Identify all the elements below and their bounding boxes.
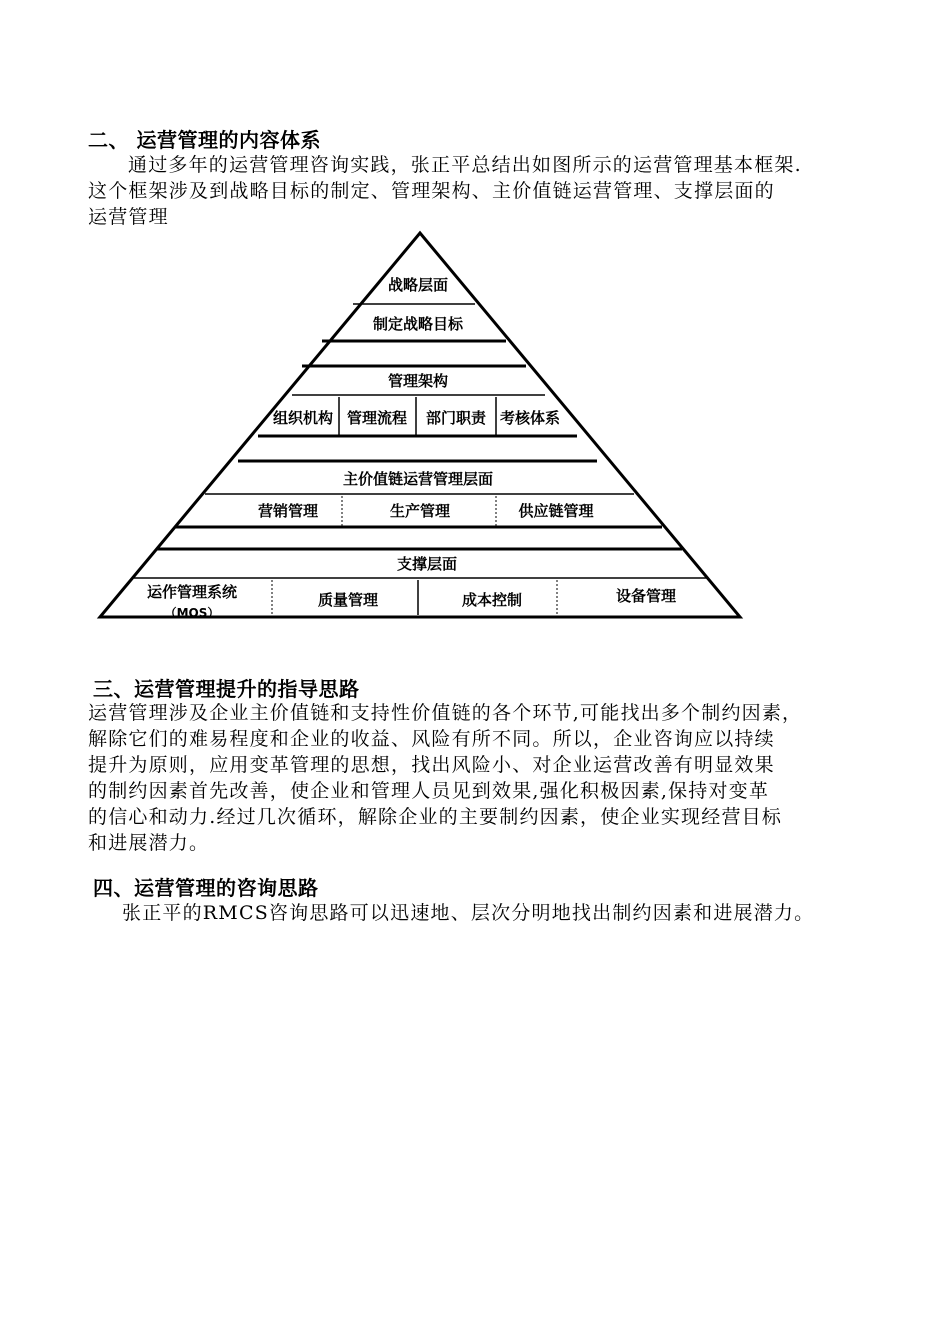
section-2-heading: 二、 运营管理的内容体系: [88, 128, 321, 152]
section-2-line-1: 通过多年的运营管理咨询实践，张正平总结出如图所示的运营管理基本框架.: [128, 154, 802, 176]
pyramid-value-chain-level: 主价值链运营管理层面: [342, 470, 494, 488]
pyramid-strategy-level: 战略层面: [387, 276, 449, 294]
section-3-heading: 三、运营管理提升的指导思路: [93, 677, 360, 701]
section-3-line-6: 和进展潜力。: [88, 832, 210, 854]
section-2-line-3: 运营管理: [88, 206, 169, 228]
section-3-line-5: 的信心和动力.经过几次循环，解除企业的主要制约因素，使企业实现经营目标: [88, 806, 783, 828]
section-4-heading: 四、运营管理的咨询思路: [93, 876, 319, 900]
pyramid-mgmt-item: 组织机构: [272, 409, 334, 427]
pyramid-support-item: 设备管理: [615, 587, 677, 605]
operations-pyramid-diagram: [0, 0, 950, 640]
section-3-line-3: 提升为原则，应用变革管理的思想，找出风险小、对企业运营改善有明显效果: [88, 754, 775, 776]
section-3-line-4: 的制约因素首先改善，使企业和管理人员见到效果,强化积极因素,保持对变革: [88, 780, 770, 802]
section-3-line-1: 运营管理涉及企业主价值链和支持性价值链的各个环节,可能找出多个制约因素，: [88, 702, 803, 724]
pyramid-support-level: 支撑层面: [396, 555, 458, 573]
pyramid-support-item: 质量管理: [317, 591, 379, 609]
pyramid-value-chain-item: 供应链管理: [518, 502, 594, 520]
pyramid-mgmt-structure: 管理架构: [387, 372, 449, 390]
pyramid-mgmt-item: 管理流程: [346, 409, 408, 427]
pyramid-mgmt-item: 部门职责: [425, 409, 487, 427]
pyramid-mgmt-item: 考核体系: [499, 409, 561, 427]
pyramid-value-chain-item: 生产管理: [389, 502, 451, 520]
pyramid-value-chain-item: 营销管理: [257, 502, 319, 520]
section-3-line-2: 解除它们的难易程度和企业的收益、风险有所不同。所以，企业咨询应以持续: [88, 728, 775, 750]
pyramid-support-item: 运作管理系统: [146, 583, 238, 601]
pyramid-support-item: 成本控制: [461, 591, 523, 609]
section-4-line-1: 张正平的RMCS咨询思路可以迅速地、层次分明地找出制约因素和进展潜力。: [122, 902, 815, 924]
pyramid-support-item: （MOS）: [164, 606, 220, 620]
pyramid-strategy-goal: 制定战略目标: [372, 315, 464, 333]
section-2-line-2: 这个框架涉及到战略目标的制定、管理架构、主价值链运营管理、支撑层面的: [88, 180, 775, 202]
